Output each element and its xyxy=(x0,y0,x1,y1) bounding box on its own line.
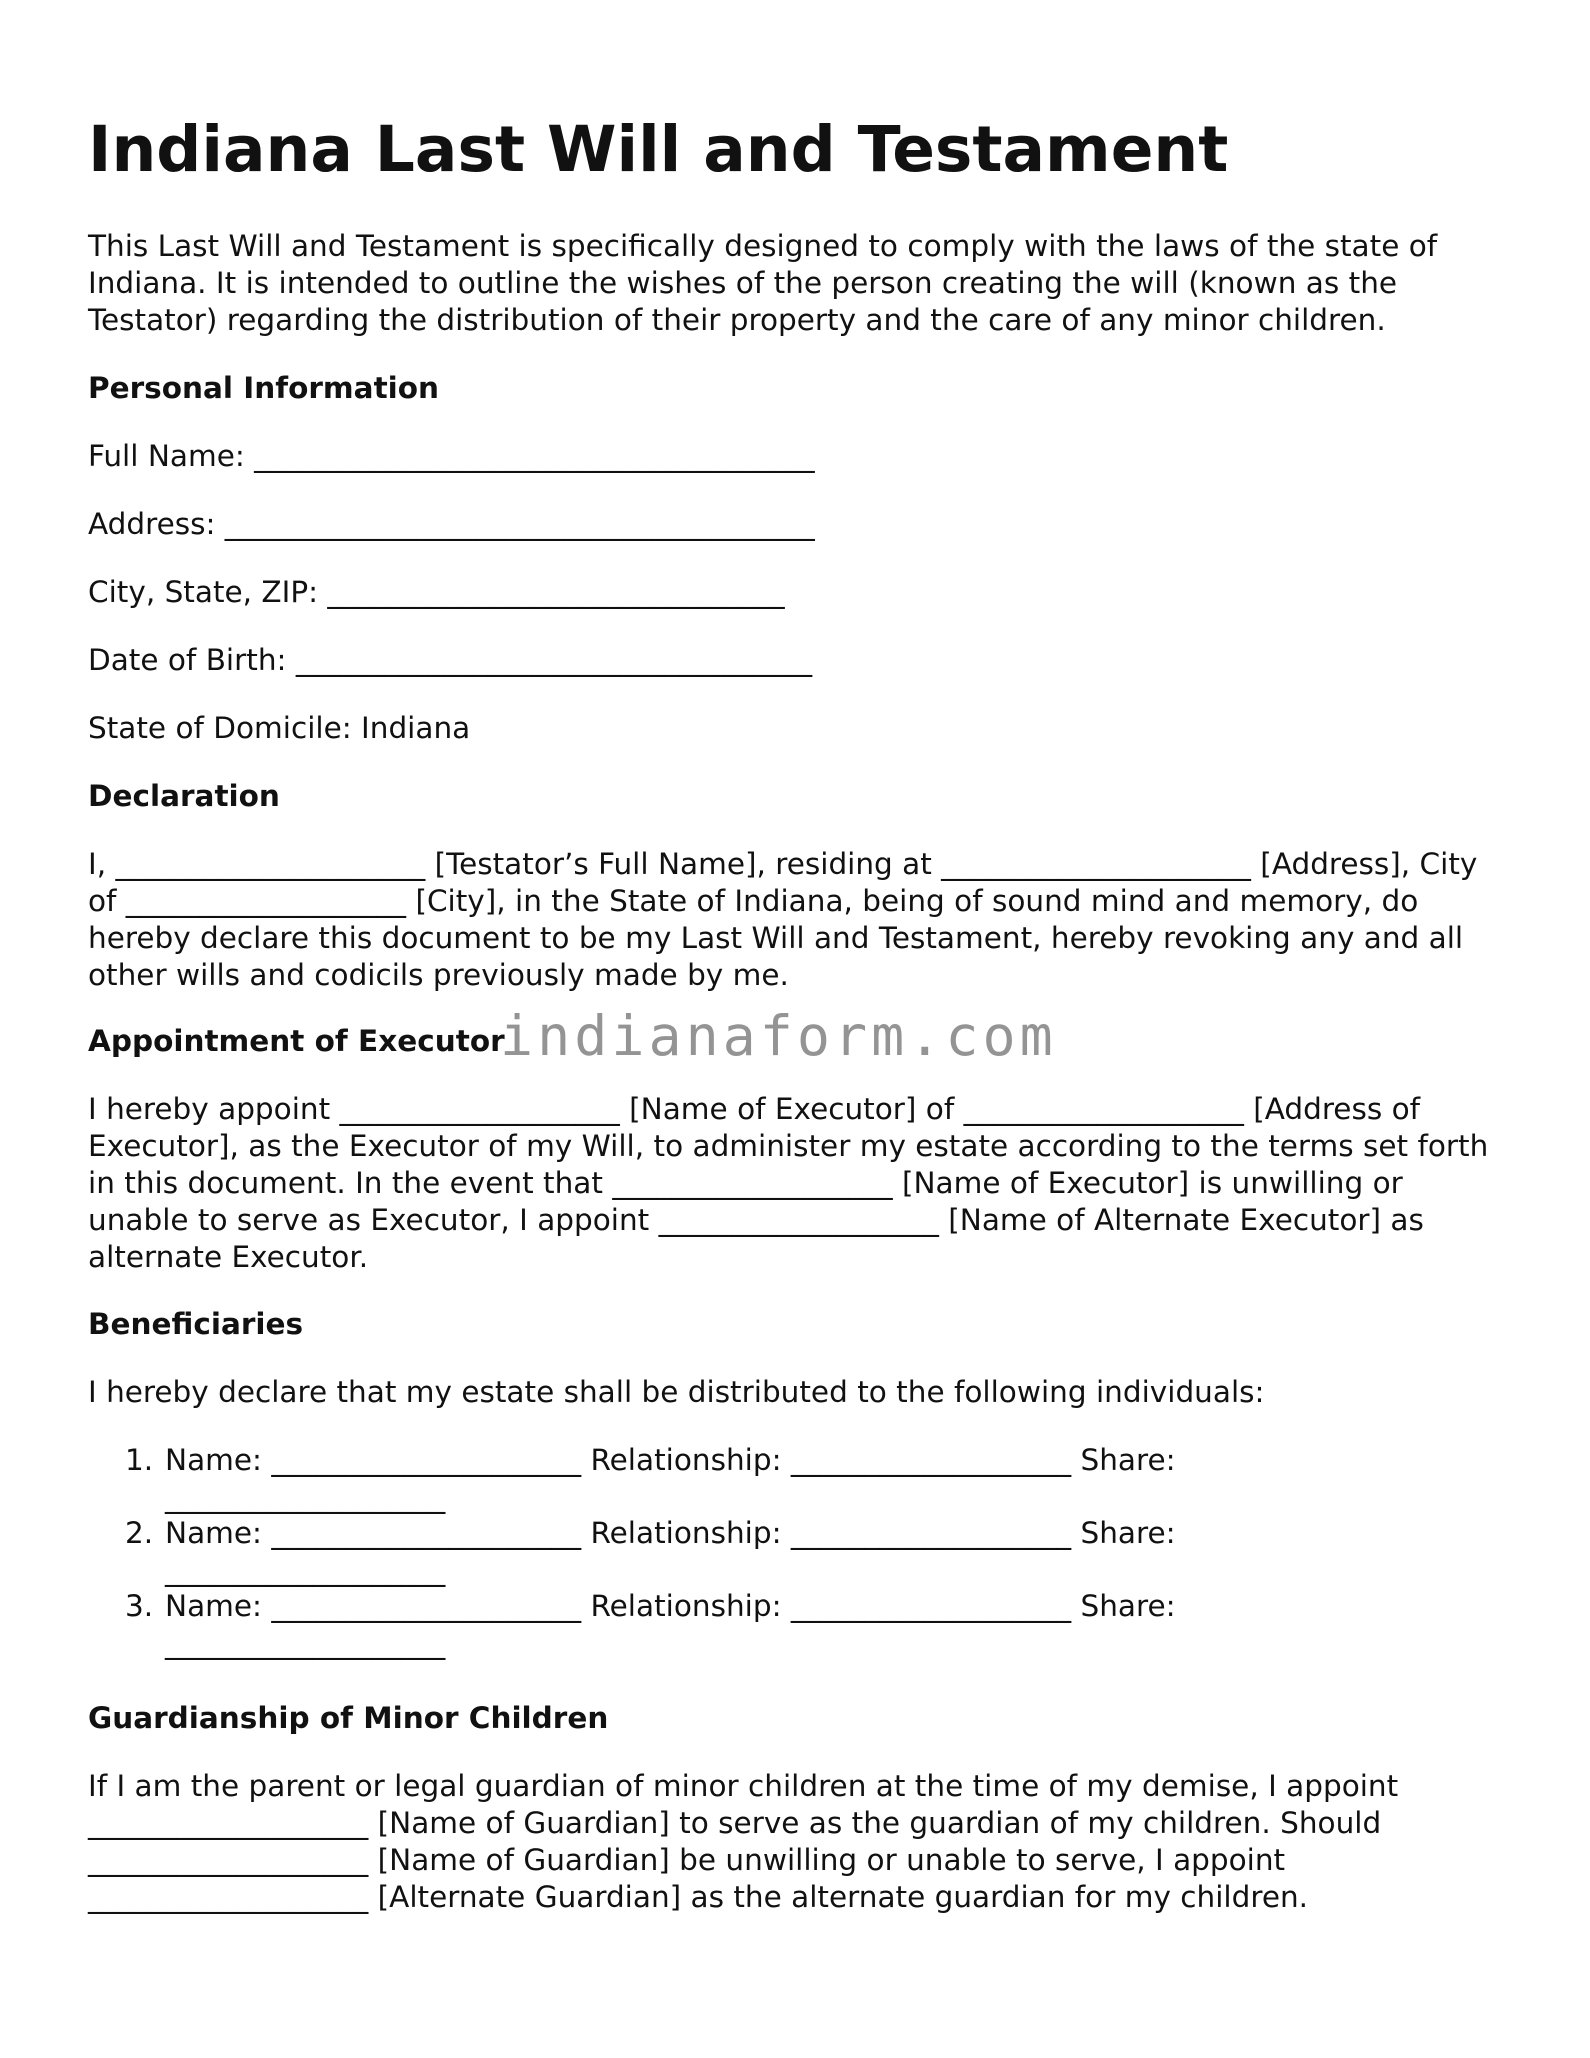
beneficiary-number: 3. xyxy=(125,1589,154,1623)
city-state-zip-field: City, State, ZIP: _______________________________ xyxy=(88,575,785,609)
watermark-text: indianaform.com xyxy=(500,1004,1057,1068)
beneficiary-text: Name: _____________________ Relationship: ___________________ Share: ___________________ xyxy=(165,1443,1176,1514)
beneficiary-number: 1. xyxy=(125,1443,154,1477)
guardianship-paragraph: If I am the parent or legal guardian of minor children at the time of my demise, I appoint ___________________ [Name of Guardian] to serve as the guardian of my children. Should ___________________ [Name of Guardian] be unwilling or unable to serve, I appoint ___________________ [Alternate Guardian] as the alternate guardian for my children. xyxy=(88,1769,1399,1914)
beneficiary-item xyxy=(88,1515,1508,1588)
document-title: Indiana Last Will and Testament xyxy=(88,113,1229,186)
beneficiary-number: 2. xyxy=(125,1516,154,1550)
declaration-paragraph: I, _____________________ [Testator’s Full Name], residing at _____________________ [Address], City of ___________________ [City], in the State of Indiana, being of sound mind and memory, do hereby declare this document to be my Last Will and Testament, hereby revoking any and all other wills and codicils previously made by me. xyxy=(88,847,1478,992)
beneficiary-text: Name: _____________________ Relationship: ___________________ Share: ___________________ xyxy=(165,1589,1176,1660)
beneficiaries-heading: Beneficiaries xyxy=(88,1307,304,1341)
beneficiaries-list xyxy=(88,1442,1508,1661)
executor-paragraph: I hereby appoint ___________________ [Name of Executor] of ___________________ [Address of Executor], as the Executor of my Will, to administer my estate according to the terms set forth in this document. In the event that ___________________ [Name of Executor] is unwilling or unable to serve as Executor, I appoint ___________________ [Name of Alternate Executor] as alternate Executor. xyxy=(88,1092,1489,1274)
declaration-heading: Declaration xyxy=(88,779,280,813)
beneficiary-item xyxy=(88,1442,1508,1515)
guardianship-heading: Guardianship of Minor Children xyxy=(88,1701,609,1735)
date-of-birth-field: Date of Birth: ___________________________________ xyxy=(88,643,813,677)
beneficiaries-intro: I hereby declare that my estate shall be distributed to the following individuals: xyxy=(88,1375,1265,1409)
executor-heading: Appointment of Executor xyxy=(88,1024,505,1058)
beneficiary-text: Name: _____________________ Relationship: ___________________ Share: ___________________ xyxy=(165,1516,1176,1587)
personal-info-heading: Personal Information xyxy=(88,371,440,405)
state-of-domicile: State of Domicile: Indiana xyxy=(88,711,471,745)
full-name-field: Full Name: ______________________________________ xyxy=(88,439,815,473)
address-field: Address: ________________________________________ xyxy=(88,507,815,541)
intro-paragraph: This Last Will and Testament is specifically designed to comply with the laws of the state of Indiana. It is intended to outline the wishes of the person creating the will (known as the Testator) regarding the distribution of their property and the care of any minor children. xyxy=(88,229,1438,337)
beneficiary-item xyxy=(88,1588,1508,1661)
